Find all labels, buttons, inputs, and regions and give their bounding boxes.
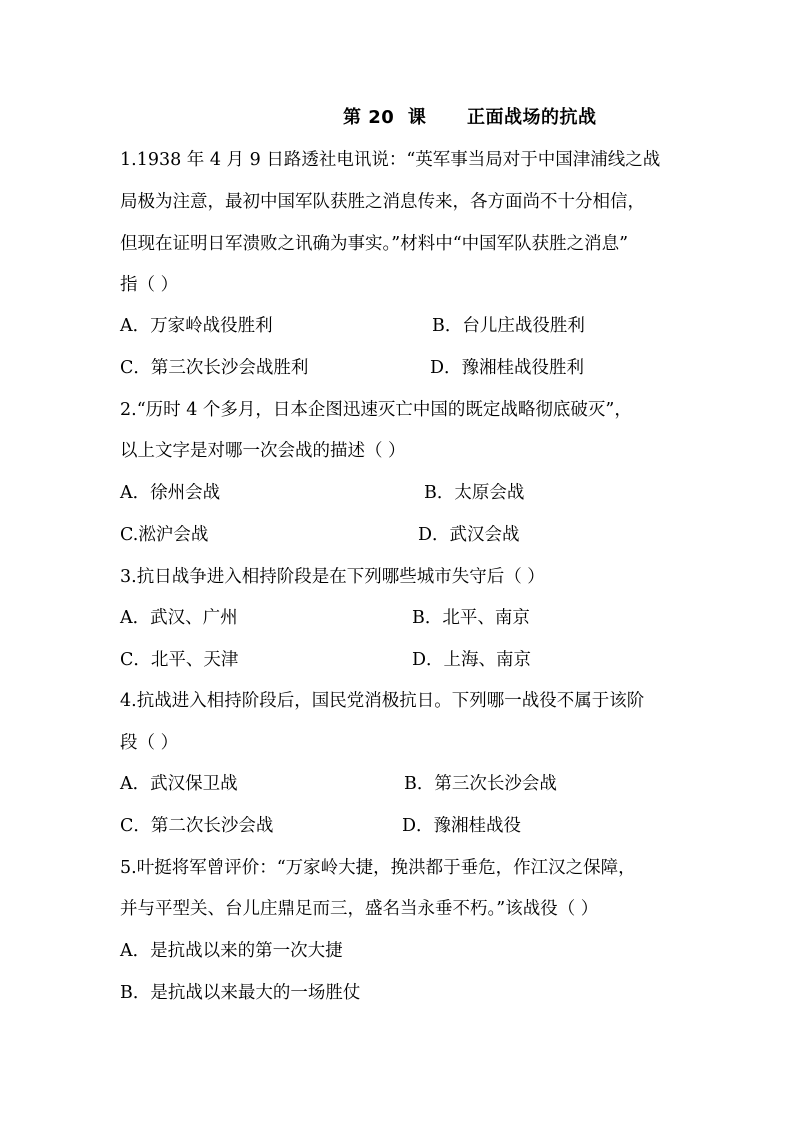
question-1-line-1: 1.1938 年 4 月 9 日路透社电讯说：“英军事当局对于中国津浦线之战 <box>120 150 661 170</box>
question-1-line-2: 局极为注意，最初中国军队获胜之消息传来，各方面尚不十分相信， <box>120 192 645 212</box>
question-3-option-c: C．北平、天津 <box>120 650 239 670</box>
question-4-option-c: C．第二次长沙会战 <box>120 816 274 836</box>
question-4-option-a: A．武汉保卫战 <box>120 774 238 794</box>
question-4-option-d: D．豫湘桂战役 <box>402 816 522 836</box>
question-1-option-c: C．第三次长沙会战胜利 <box>120 358 309 378</box>
question-1-option-d: D．豫湘桂战役胜利 <box>430 358 585 378</box>
question-3-option-a: A．武汉、广州 <box>120 608 238 628</box>
question-2-option-d: D．武汉会战 <box>418 525 520 545</box>
question-1-line-4: 指（ ） <box>120 275 179 295</box>
question-5-line-1: 5.叶挺将军曾评价：“万家岭大捷，挽洪都于垂危，作江汉之保障， <box>120 858 636 878</box>
question-1-option-b: B．台儿庄战役胜利 <box>432 316 585 336</box>
question-4-line-1: 4.抗战进入相持阶段后，国民党消极抗日。下列哪一战役不属于该阶 <box>120 691 645 711</box>
question-2-option-a: A．徐州会战 <box>120 483 221 503</box>
page-title: 第 20 课 正面战场的抗战 <box>343 107 597 128</box>
question-2-line-1: 2.“历时 4 个多月，日本企图迅速灭亡中国的既定战略彻底破灭”， <box>120 400 632 420</box>
question-5-option-b: B．是抗战以来最大的一场胜仗 <box>120 983 361 1003</box>
question-4-option-b: B．第三次长沙会战 <box>404 774 557 794</box>
question-3-option-b: B．北平、南京 <box>412 608 530 628</box>
question-3-line-1: 3.抗日战争进入相持阶段是在下列哪些城市失守后（ ） <box>120 567 545 587</box>
question-1-option-a: A．万家岭战役胜利 <box>120 316 273 336</box>
question-3-option-d: D．上海、南京 <box>412 650 532 670</box>
question-2-option-b: B．太原会战 <box>424 483 525 503</box>
question-1-line-3: 但现在证明日军溃败之讯确为事实。”材料中“中国军队获胜之消息” <box>120 234 629 254</box>
question-2-line-2: 以上文字是对哪一次会战的描述（ ） <box>120 441 406 461</box>
question-5-option-a: A．是抗战以来的第一次大捷 <box>120 941 343 961</box>
question-2-option-c: C.淞沪会战 <box>120 525 209 545</box>
question-5-line-2: 并与平型关、台儿庄鼎足而三，盛名当永垂不朽。”该战役（ ） <box>120 899 599 919</box>
question-4-line-2: 段（ ） <box>120 733 179 753</box>
